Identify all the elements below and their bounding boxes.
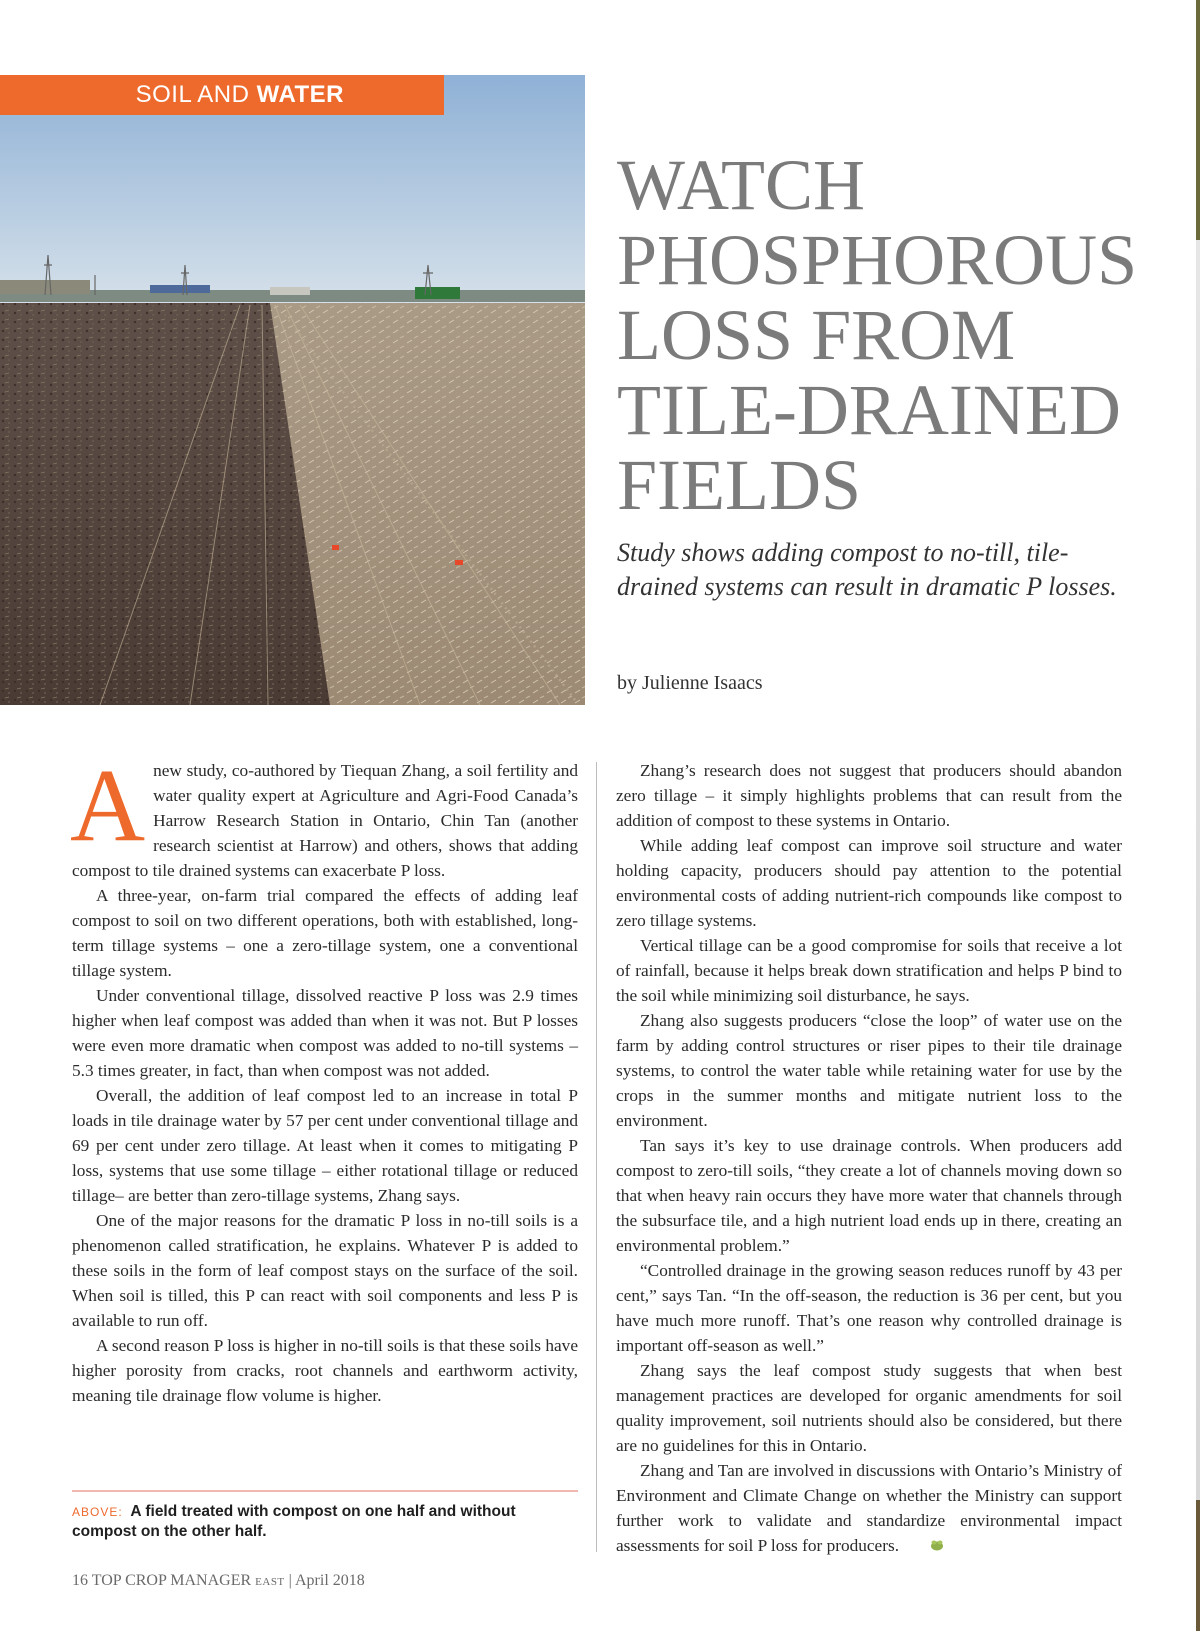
paragraph: [70, 748, 578, 883]
paragraph: A three-year, on-farm trial compared the effects of adding leaf compost to soil on two different operations, both with established, long-term tillage systems – one a zero-tillage system, one a conventional tillage system.: [72, 886, 578, 980]
paragraph: Under conventional tillage, dissolved reactive P loss was 2.9 times higher when leaf compost was added than when it was not. But P losses were even more dramatic when compost was added to no-till systems – 5.3 times greater, in fact, than when compost was not added.: [72, 986, 578, 1080]
footer-separator: |: [288, 1572, 292, 1589]
byline: by Julienne Isaacs: [617, 672, 763, 694]
caption-text: A field treated with compost on one half and without compost on the other half.: [72, 1503, 516, 1540]
caption-label: ABOVE:: [72, 1505, 123, 1519]
drop-cap: A: [70, 748, 146, 863]
right-column: [616, 758, 1122, 1558]
last-paragraph: [616, 1458, 1122, 1558]
paragraph: Zhang’s research does not suggest that producers should abandon zero tillage – it simply highlights problems that can result from the addition of compost to these systems in Ontario.: [616, 761, 1122, 830]
page-edge: [1196, 0, 1200, 1631]
field-photo: [0, 75, 585, 705]
page-edge-accent-bottom: [1196, 1500, 1200, 1631]
leaf-end-mark-icon: [905, 1534, 921, 1547]
headline-line-2: PHOSPHOROUS: [617, 220, 1138, 300]
photo-caption: [72, 1502, 578, 1542]
headline-line-5: FIELDS: [617, 445, 862, 525]
page-edge-accent: [1196, 0, 1200, 240]
section-tag-part1: SOIL AND: [135, 81, 257, 108]
paragraph: One of the major reasons for the dramatic P loss in no-till soils is a phenomenon called stratification, he explains. Whatever P is added to these soils in the form of leaf compost stays on the surface of the soil. When soil is tilled, this P can react with soil components and less P is available to run off.: [72, 1211, 578, 1330]
page-footer: [72, 1572, 365, 1590]
headline-line-4: TILE-DRAINED: [617, 370, 1121, 450]
paragraph: Overall, the addition of leaf compost led to an increase in total P loads in tile drainage water by 57 per cent under conventional tillage and 69 per cent under zero tillage. At least when it comes to mitigating P loss, systems that use some tillage – either rotational tillage or reduced tillage– are better than zero-tillage systems, Zhang says.: [72, 1086, 578, 1205]
page-number: 16: [72, 1572, 88, 1589]
section-tag: [0, 75, 444, 115]
paragraph: “Controlled drainage in the growing season reduces runoff by 43 per cent,” says Tan. “In the off-season, the reduction is 36 per cent, but you have much more runoff. That’s one reason why controlled drainage is important off-season as well.”: [616, 1261, 1122, 1355]
paragraph: Vertical tillage can be a good compromise for soils that receive a lot of rainfall, because it helps break down stratification and helps P bind to the soil while minimizing soil disturbance, he says.: [616, 936, 1122, 1005]
paragraph: While adding leaf compost can improve soil structure and water holding capacity, producers should pay attention to the potential environmental costs of adding nutrient-rich compounds like compost to zero tillage systems.: [616, 836, 1122, 930]
paragraph: Zhang also suggests producers “close the loop” of water use on the farm by adding control structures or riser pipes to their tile drainage systems, to control the water table while retaining water for use by the crops in the summer months and mitigate nutrient loss to the environment.: [616, 1011, 1122, 1130]
headline: [617, 145, 1177, 525]
magazine-name: TOP CROP MANAGER: [91, 1572, 252, 1589]
magazine-edition: EAST: [255, 1576, 285, 1588]
last-paragraph-text: Zhang and Tan are involved in discussions with Ontario’s Ministry of Environment and Climate Change on whether the Ministry can support further work to validate and standardize environmental impact assessments for soil P loss for producers.: [616, 1461, 1122, 1555]
headline-line-3: LOSS FROM: [617, 295, 1016, 375]
headline-line-1: WATCH: [617, 145, 865, 225]
paragraph: Tan says it’s key to use drainage controls. When producers add compost to zero-till soils, “they create a lot of channels moving down so that when heavy rain occurs they have more water that channels through the subsurface tile, and a high nutrient load ends up in there, creating an environmental problem.”: [616, 1136, 1122, 1255]
caption-rule: [72, 1490, 578, 1492]
paragraph: Zhang says the leaf compost study suggests that when best management practices are developed for organic amendments for soil quality improvement, soil nutrients should also be considered, but there are no guidelines for this in Ontario.: [616, 1361, 1122, 1455]
subhead-line-2: drained systems can result in dramatic P losses.: [617, 572, 1117, 601]
left-column: [70, 748, 578, 1408]
issue-date: April 2018: [294, 1572, 365, 1589]
subhead: [617, 536, 1137, 604]
column-divider: [596, 762, 597, 1552]
section-tag-part2: WATER: [256, 81, 344, 108]
first-paragraph-text: new study, co-authored by Tiequan Zhang, a soil fertility and water quality expert at Agriculture and Agri-Food Canada’s Harrow Research Station in Ontario, Chin Tan (another research scientist at Harrow) and others, shows that adding compost to tile drained systems can exacerbate P loss.: [72, 761, 578, 880]
subhead-line-1: Study shows adding compost to no-till, tile-: [617, 538, 1069, 567]
paragraph: A second reason P loss is higher in no-till soils is that these soils have higher porosity from cracks, root channels and earthworm activity, meaning tile drainage flow volume is higher.: [72, 1336, 578, 1405]
